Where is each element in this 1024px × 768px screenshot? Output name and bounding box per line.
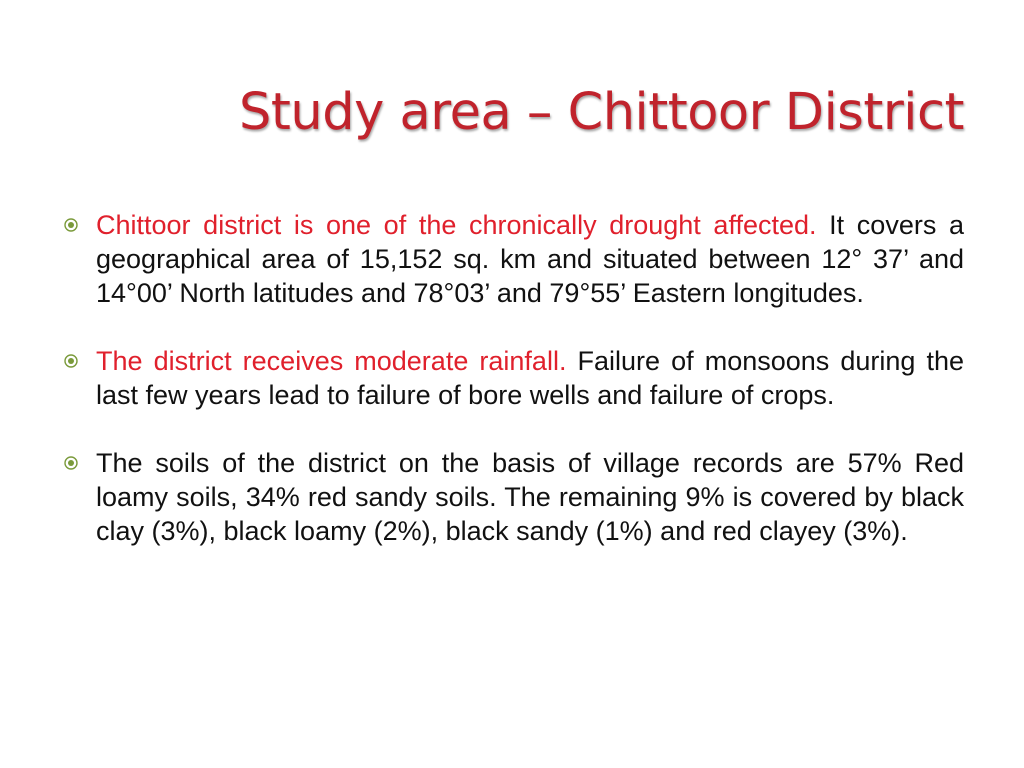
bullet-list: [60, 208, 964, 582]
circled-dot-bullet-icon: [64, 354, 78, 368]
bullet-item: [60, 446, 964, 548]
bullet-highlight: The district receives moderate rainfall.: [96, 346, 567, 376]
circled-dot-bullet-icon: [64, 218, 78, 232]
bullet-text: [96, 446, 964, 548]
bullet-highlight: Chittoor district is one of the chronically drought affected.: [96, 210, 817, 240]
slide-title: Study area – Chittoor District: [239, 83, 964, 142]
bullet-item: [60, 208, 964, 310]
bullet-body: The soils of the district on the basis of village records are 57% Red loamy soils, 34% red sandy soils. The remaining 9% is covered by black clay (3%), black loamy (2%), black sandy (1%) and red clayey (3%).: [96, 448, 964, 546]
bullet-text: [96, 344, 964, 412]
bullet-item: [60, 344, 964, 412]
bullet-body: It covers a geographical area of 15,152 sq. km and situated between 12° 37’ and 14°00’ North latitudes and 78°03’ and 79°55’ Eastern longitudes.: [96, 210, 964, 308]
circled-dot-bullet-icon: [64, 456, 78, 470]
bullet-body: Failure of monsoons during the last few years lead to failure of bore wells and failure of crops.: [96, 346, 964, 410]
bullet-text: [96, 208, 964, 310]
